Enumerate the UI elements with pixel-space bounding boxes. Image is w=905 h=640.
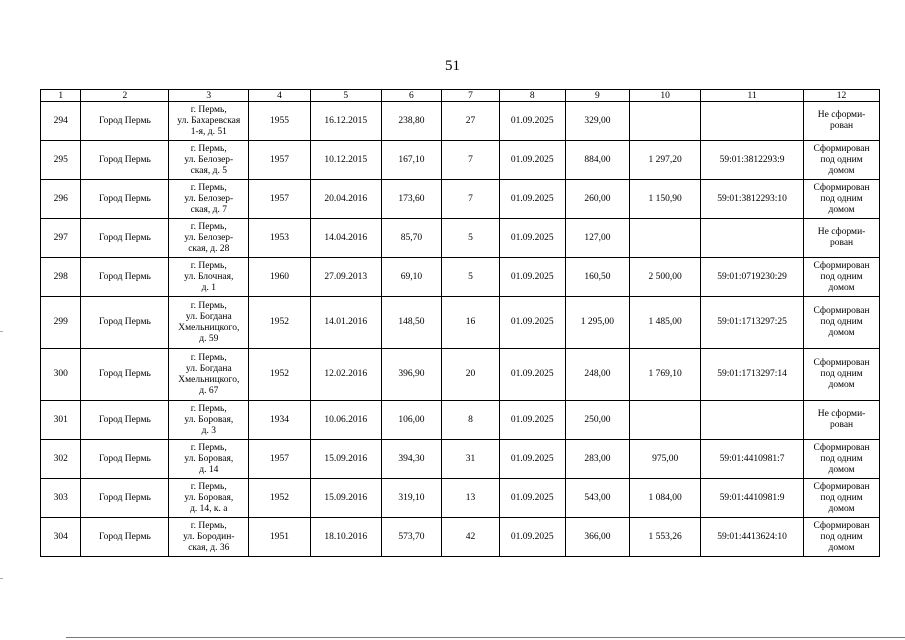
table-row xyxy=(41,440,880,479)
value-9-cell: 250,00 xyxy=(565,401,630,440)
row-number-cell: 302 xyxy=(41,440,81,479)
value-9-cell: 366,00 xyxy=(565,518,630,557)
address-cell: г. Пермь, ул. Богдана Хмельницкого, д. 67 xyxy=(169,349,249,401)
column-header-1: 1 xyxy=(41,90,81,102)
address-cell: г. Пермь, ул. Богдана Хмельницкого, д. 59 xyxy=(169,297,249,349)
table-row xyxy=(41,258,880,297)
row-number-cell: 304 xyxy=(41,518,81,557)
column-header-2: 2 xyxy=(81,90,169,102)
row-number-cell: 294 xyxy=(41,102,81,141)
settlement-cell: Город Пермь xyxy=(81,479,169,518)
land-status-cell: Сформирован под одним домом xyxy=(804,297,880,349)
row-number-cell: 298 xyxy=(41,258,81,297)
table-row xyxy=(41,102,880,141)
residents-cell: 7 xyxy=(442,141,500,180)
land-status-cell: Сформирован под одним домом xyxy=(804,518,880,557)
area-cell: 319,10 xyxy=(381,479,442,518)
column-header-5: 5 xyxy=(310,90,381,102)
doc-date-cell: 20.04.2016 xyxy=(310,180,381,219)
column-header-6: 6 xyxy=(381,90,442,102)
plan-date-cell: 01.09.2025 xyxy=(499,518,565,557)
land-status-cell: Сформирован под одним домом xyxy=(804,349,880,401)
table-row xyxy=(41,180,880,219)
address-cell: г. Пермь, ул. Белозер- ская, д. 5 xyxy=(169,141,249,180)
doc-date-cell: 16.12.2015 xyxy=(310,102,381,141)
cadastral-number-cell xyxy=(701,102,804,141)
table-row xyxy=(41,479,880,518)
cadastral-number-cell: 59:01:4413624:10 xyxy=(701,518,804,557)
plan-date-cell: 01.09.2025 xyxy=(499,219,565,258)
residents-cell: 27 xyxy=(442,102,500,141)
land-status-cell: Не сформи- рован xyxy=(804,219,880,258)
residents-cell: 13 xyxy=(442,479,500,518)
address-cell: г. Пермь, ул. Бахаревская 1-я, д. 51 xyxy=(169,102,249,141)
address-cell: г. Пермь, ул. Бородин- ская, д. 36 xyxy=(169,518,249,557)
build-year-cell: 1952 xyxy=(249,297,311,349)
build-year-cell: 1934 xyxy=(249,401,311,440)
address-cell: г. Пермь, ул. Боровая, д. 3 xyxy=(169,401,249,440)
doc-date-cell: 27.09.2013 xyxy=(310,258,381,297)
cadastral-number-cell: 59:01:1713297:14 xyxy=(701,349,804,401)
settlement-cell: Город Пермь xyxy=(81,297,169,349)
settlement-cell: Город Пермь xyxy=(81,180,169,219)
build-year-cell: 1957 xyxy=(249,180,311,219)
doc-date-cell: 15.09.2016 xyxy=(310,479,381,518)
area-cell: 148,50 xyxy=(381,297,442,349)
value-10-cell: 1 150,90 xyxy=(630,180,701,219)
table-row xyxy=(41,297,880,349)
area-cell: 106,00 xyxy=(381,401,442,440)
header-row xyxy=(41,90,880,102)
value-9-cell: 127,00 xyxy=(565,219,630,258)
value-9-cell: 543,00 xyxy=(565,479,630,518)
area-cell: 85,70 xyxy=(381,219,442,258)
row-number-cell: 295 xyxy=(41,141,81,180)
settlement-cell: Город Пермь xyxy=(81,349,169,401)
table-row xyxy=(41,518,880,557)
cadastral-number-cell: 59:01:4410981:9 xyxy=(701,479,804,518)
address-cell: г. Пермь, ул. Белозер- ская, д. 7 xyxy=(169,180,249,219)
table-row xyxy=(41,349,880,401)
housing-register-table xyxy=(40,89,880,557)
table-row xyxy=(41,141,880,180)
value-10-cell: 1 485,00 xyxy=(630,297,701,349)
land-status-cell: Сформирован под одним домом xyxy=(804,180,880,219)
value-10-cell xyxy=(630,219,701,258)
value-10-cell xyxy=(630,401,701,440)
address-cell: г. Пермь, ул. Белозер- ская, д. 28 xyxy=(169,219,249,258)
row-number-cell: 300 xyxy=(41,349,81,401)
margin-mark xyxy=(0,331,3,332)
residents-cell: 42 xyxy=(442,518,500,557)
table-row xyxy=(41,219,880,258)
cadastral-number-cell: 59:01:4410981:7 xyxy=(701,440,804,479)
plan-date-cell: 01.09.2025 xyxy=(499,440,565,479)
doc-date-cell: 10.06.2016 xyxy=(310,401,381,440)
doc-date-cell: 14.04.2016 xyxy=(310,219,381,258)
value-10-cell: 2 500,00 xyxy=(630,258,701,297)
doc-date-cell: 14.01.2016 xyxy=(310,297,381,349)
value-9-cell: 260,00 xyxy=(565,180,630,219)
row-number-cell: 301 xyxy=(41,401,81,440)
value-10-cell: 975,00 xyxy=(630,440,701,479)
page-number: 51 xyxy=(445,58,460,74)
build-year-cell: 1952 xyxy=(249,479,311,518)
address-cell: г. Пермь, ул. Блочная, д. 1 xyxy=(169,258,249,297)
doc-date-cell: 15.09.2016 xyxy=(310,440,381,479)
settlement-cell: Город Пермь xyxy=(81,102,169,141)
table-body xyxy=(41,102,880,557)
residents-cell: 5 xyxy=(442,219,500,258)
doc-date-cell: 18.10.2016 xyxy=(310,518,381,557)
doc-date-cell: 10.12.2015 xyxy=(310,141,381,180)
cadastral-number-cell: 59:01:0719230:29 xyxy=(701,258,804,297)
value-10-cell xyxy=(630,102,701,141)
land-status-cell: Не сформи- рован xyxy=(804,102,880,141)
column-header-8: 8 xyxy=(499,90,565,102)
cadastral-number-cell xyxy=(701,401,804,440)
build-year-cell: 1952 xyxy=(249,349,311,401)
table-row xyxy=(41,401,880,440)
land-status-cell: Сформирован под одним домом xyxy=(804,258,880,297)
cadastral-number-cell: 59:01:3812293:9 xyxy=(701,141,804,180)
bottom-rule xyxy=(66,637,905,638)
plan-date-cell: 01.09.2025 xyxy=(499,297,565,349)
column-header-9: 9 xyxy=(565,90,630,102)
plan-date-cell: 01.09.2025 xyxy=(499,479,565,518)
residents-cell: 8 xyxy=(442,401,500,440)
area-cell: 173,60 xyxy=(381,180,442,219)
address-cell: г. Пермь, ул. Боровая, д. 14, к. а xyxy=(169,479,249,518)
value-10-cell: 1 297,20 xyxy=(630,141,701,180)
plan-date-cell: 01.09.2025 xyxy=(499,258,565,297)
settlement-cell: Город Пермь xyxy=(81,258,169,297)
settlement-cell: Город Пермь xyxy=(81,401,169,440)
value-9-cell: 248,00 xyxy=(565,349,630,401)
build-year-cell: 1957 xyxy=(249,141,311,180)
cadastral-number-cell: 59:01:1713297:25 xyxy=(701,297,804,349)
area-cell: 69,10 xyxy=(381,258,442,297)
area-cell: 394,30 xyxy=(381,440,442,479)
land-status-cell: Сформирован под одним домом xyxy=(804,440,880,479)
plan-date-cell: 01.09.2025 xyxy=(499,180,565,219)
residents-cell: 7 xyxy=(442,180,500,219)
plan-date-cell: 01.09.2025 xyxy=(499,102,565,141)
row-number-cell: 299 xyxy=(41,297,81,349)
cadastral-number-cell: 59:01:3812293:10 xyxy=(701,180,804,219)
doc-date-cell: 12.02.2016 xyxy=(310,349,381,401)
plan-date-cell: 01.09.2025 xyxy=(499,401,565,440)
value-10-cell: 1 084,00 xyxy=(630,479,701,518)
build-year-cell: 1960 xyxy=(249,258,311,297)
residents-cell: 16 xyxy=(442,297,500,349)
value-9-cell: 329,00 xyxy=(565,102,630,141)
residents-cell: 20 xyxy=(442,349,500,401)
area-cell: 396,90 xyxy=(381,349,442,401)
cadastral-number-cell xyxy=(701,219,804,258)
value-9-cell: 160,50 xyxy=(565,258,630,297)
plan-date-cell: 01.09.2025 xyxy=(499,141,565,180)
address-cell: г. Пермь, ул. Боровая, д. 14 xyxy=(169,440,249,479)
area-cell: 573,70 xyxy=(381,518,442,557)
settlement-cell: Город Пермь xyxy=(81,219,169,258)
value-10-cell: 1 553,26 xyxy=(630,518,701,557)
land-status-cell: Не сформи- рован xyxy=(804,401,880,440)
area-cell: 167,10 xyxy=(381,141,442,180)
column-header-11: 11 xyxy=(701,90,804,102)
column-header-10: 10 xyxy=(630,90,701,102)
value-10-cell: 1 769,10 xyxy=(630,349,701,401)
column-header-7: 7 xyxy=(442,90,500,102)
value-9-cell: 283,00 xyxy=(565,440,630,479)
margin-mark xyxy=(0,578,3,579)
residents-cell: 5 xyxy=(442,258,500,297)
build-year-cell: 1953 xyxy=(249,219,311,258)
land-status-cell: Сформирован под одним домом xyxy=(804,141,880,180)
area-cell: 238,80 xyxy=(381,102,442,141)
settlement-cell: Город Пермь xyxy=(81,518,169,557)
row-number-cell: 303 xyxy=(41,479,81,518)
row-number-cell: 297 xyxy=(41,219,81,258)
value-9-cell: 1 295,00 xyxy=(565,297,630,349)
settlement-cell: Город Пермь xyxy=(81,141,169,180)
plan-date-cell: 01.09.2025 xyxy=(499,349,565,401)
value-9-cell: 884,00 xyxy=(565,141,630,180)
build-year-cell: 1955 xyxy=(249,102,311,141)
build-year-cell: 1951 xyxy=(249,518,311,557)
row-number-cell: 296 xyxy=(41,180,81,219)
land-status-cell: Сформирован под одним домом xyxy=(804,479,880,518)
column-header-3: 3 xyxy=(169,90,249,102)
column-header-12: 12 xyxy=(804,90,880,102)
settlement-cell: Город Пермь xyxy=(81,440,169,479)
build-year-cell: 1957 xyxy=(249,440,311,479)
column-header-4: 4 xyxy=(249,90,311,102)
residents-cell: 31 xyxy=(442,440,500,479)
